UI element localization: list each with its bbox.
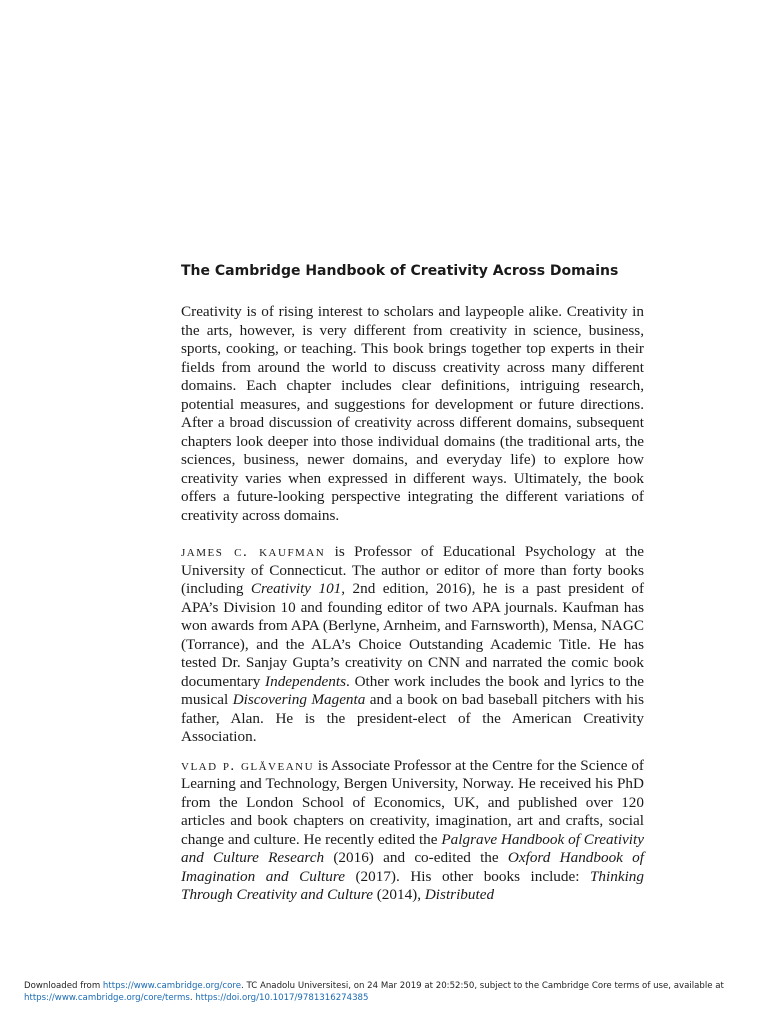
download-footer — [24, 980, 744, 1004]
bio-text: (2017). His other books include: — [344, 867, 590, 885]
page-body — [181, 262, 644, 905]
book-title-italic: Distributed — [424, 886, 495, 903]
book-title: The Cambridge Handbook of Creativity Across Domains — [181, 263, 619, 279]
bio-text: . Other work includes the book and lyrics to the musical — [181, 672, 644, 708]
author-bio-glaveanu — [181, 757, 644, 905]
footer-text: Downloaded from — [24, 981, 103, 991]
author-name-glaveanu: vlad p. glăveanu — [181, 757, 315, 774]
cambridge-core-link[interactable]: https://www.cambridge.org/core — [102, 981, 242, 991]
author-bio-kaufman — [181, 543, 644, 747]
bio-text: (2016) and co-edited the — [324, 849, 508, 866]
book-title-italic: Creativity 101 — [250, 580, 342, 597]
footer-text: . TC Anadolu Universitesi, on 24 Mar 2019 at 20:52:50, subject to the Cambridge Core terms of use, available at — [241, 981, 724, 991]
book-title-italic: Independents — [265, 672, 347, 690]
book-title-italic: Discovering Magenta — [232, 691, 366, 708]
bio-text: (2014), — [372, 886, 425, 903]
terms-link[interactable]: https://www.cambridge.org/core/terms — [24, 993, 190, 1003]
bio-text: is Professor of Educational Psychology at the University of Connecticut. The author or editor of more than forty books (including — [181, 543, 645, 597]
book-title-italic: Palgrave Handbook of Creativity and Culture Research — [181, 830, 644, 866]
book-title-italic: Thinking Through Creativity and Culture — [181, 867, 644, 903]
footer-separator: . — [189, 993, 196, 1003]
author-name-kaufman: james c. kaufman — [181, 544, 326, 560]
bio-text: , 2nd edition, 2016), he is a past president of APA’s Division 10 and founding editor of two APA journals. Kaufman has won awards from APA (Berlyne, Arnheim, and Farnsworth), Mensa, NAGC (Torrance), and the ALA’s Choice Outstanding Academic Title. He has tested Dr. Sanjay Gupta’s creativity on CNN and narrated the comic book documentary — [181, 580, 645, 690]
book-title-italic: Oxford Handbook of Imagination and Culture — [181, 849, 644, 885]
bio-text: is Associate Professor at the Centre for the Science of Learning and Technology, Bergen University, Norway. He received his PhD from the London School of Economics, UK, and published over 120 articles and book chapters on creativity, imagination, art and crafts, social change and culture. He recently edited the — [181, 756, 644, 848]
bio-text: and a book on bad baseball pitchers with his father, Alan. He is the president-elect of the American Creativity Association. — [181, 691, 644, 745]
book-description: Creativity is of rising interest to scholars and laypeople alike. Creativity in the arts, however, is very different from creativity in science, business, sports, cooking, or teaching. This book brings together top experts in their fields from around the world to discuss creativity across many different domains. Each chapter includes clear definitions, intriguing research, potential measures, and suggestions for development or future directions. After a broad discussion of creativity across different domains, subsequent chapters look deeper into those individual domains (the traditional arts, the sciences, business, newer domains, and everyday life) to explore how creativity varies when expressed in different ways. Ultimately, the book offers a future-looking perspective integrating the different variations of creativity across domains. — [181, 303, 644, 524]
doi-link[interactable]: https://doi.org/10.1017/9781316274385 — [195, 993, 369, 1003]
